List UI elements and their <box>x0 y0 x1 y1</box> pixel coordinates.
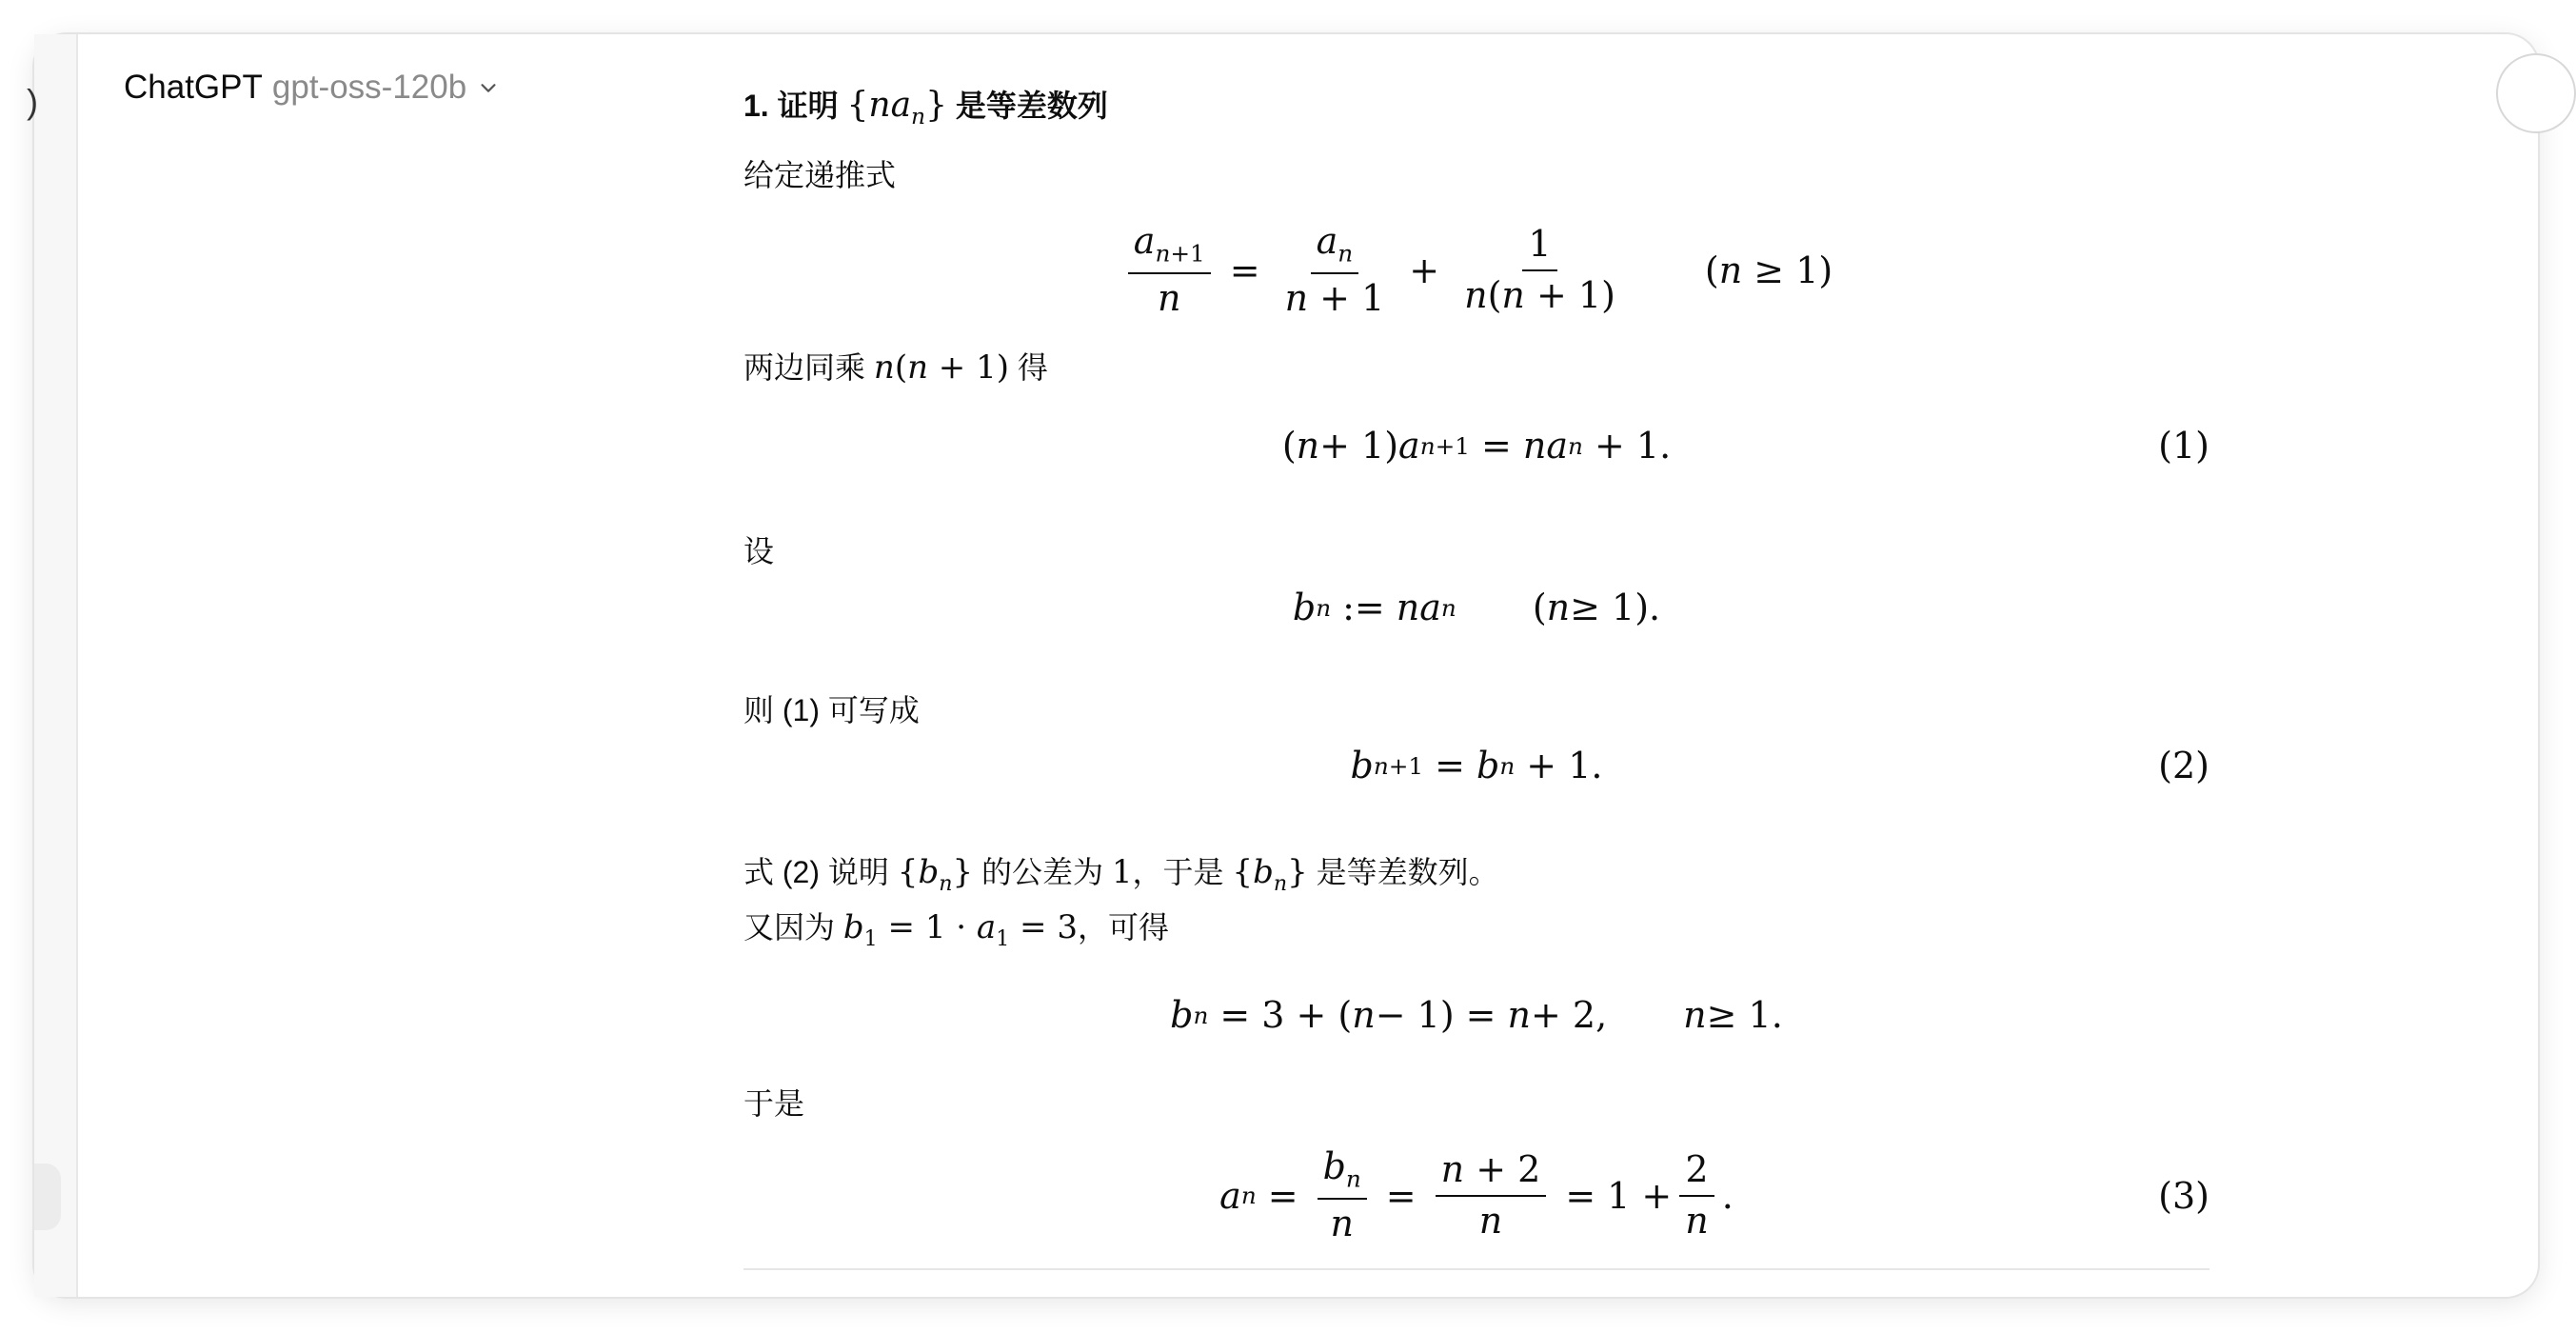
equation-recurrence: $\frac{a_{n+1}}{n}$ = $\frac{a_n}{n + 1}$ + $\frac{1}{n(n + 1)}$ (n ≥ 1) <box>743 220 2209 317</box>
paragraph-arith-c: ，于是 <box>1132 855 1224 889</box>
math-set-nan: $\{na_n\}$ <box>846 86 948 130</box>
model-selector[interactable] <box>124 69 499 107</box>
paragraph-let: 设 <box>743 534 775 568</box>
paragraph-multiply-suffix: 得 <box>1017 350 1048 385</box>
paragraph-multiply: 两边同乘 n(n + 1) 得 <box>743 348 1048 387</box>
paragraph-initial: 又因为 $b_1 = 1 \cdot a_1 = 3$，可得 <box>743 908 1170 951</box>
paragraph-arith-a: 式 (2) 说明 <box>743 855 889 889</box>
chevron-down-icon[interactable] <box>478 69 499 107</box>
paragraph-initial-a: 又因为 <box>743 910 836 945</box>
section-divider <box>743 1268 2209 1270</box>
equation-3: a n = $\frac{b_n}{n}$ = $\frac{n + 2}{n}$ = 1 + $\frac{2}{n}$ . (3) <box>1219 1145 2209 1244</box>
main-window <box>27 34 2538 1297</box>
section-heading <box>743 82 1108 129</box>
paragraph-initial-b: ，可得 <box>1078 910 1170 945</box>
paragraph-arith-d: 是等差数列。 <box>1316 855 1499 889</box>
paragraph-thus: 于是 <box>743 1086 805 1121</box>
paragraph-arith-b: 的公差为 <box>981 855 1103 889</box>
paragraph-arith: 式 (2) 说明 $\{b_n\}$ 的公差为 1，于是 $\{b_n\}$ 是等差数列。 <box>743 853 1499 896</box>
model-name: gpt-oss-120b <box>271 69 467 106</box>
sidebar-handle[interactable] <box>34 1164 61 1230</box>
equation-label-3: (3) <box>2158 1175 2209 1217</box>
sidebar-edge[interactable] <box>27 34 78 1297</box>
equation-bn-closed: b n = 3 + ( n − 1) = n + 2, n ≥ 1. <box>1170 994 1783 1036</box>
equation-define-bn: b n := na n ( n ≥ 1). <box>1292 587 1661 628</box>
paragraph-given: 给定递推式 <box>743 158 897 192</box>
equation-label-1: (1) <box>2158 425 2209 467</box>
user-avatar[interactable] <box>2496 53 2576 133</box>
heading-prefix: 1. 证明 <box>743 89 839 123</box>
sidebar-toggle-icon[interactable]: ) <box>27 82 38 121</box>
paragraph-rewrite: 则 (1) 可写成 <box>743 693 920 727</box>
equation-label-2: (2) <box>2158 745 2209 786</box>
heading-suffix: 是等差数列 <box>955 89 1108 123</box>
brand-label: ChatGPT <box>124 69 263 106</box>
equation-2: b n+1 = b n + 1. (2) <box>1350 745 2209 786</box>
paragraph-multiply-text: 两边同乘 <box>743 350 866 385</box>
equation-1: ( n + 1) a n+1 = na n + 1. (1) <box>1281 425 2209 467</box>
